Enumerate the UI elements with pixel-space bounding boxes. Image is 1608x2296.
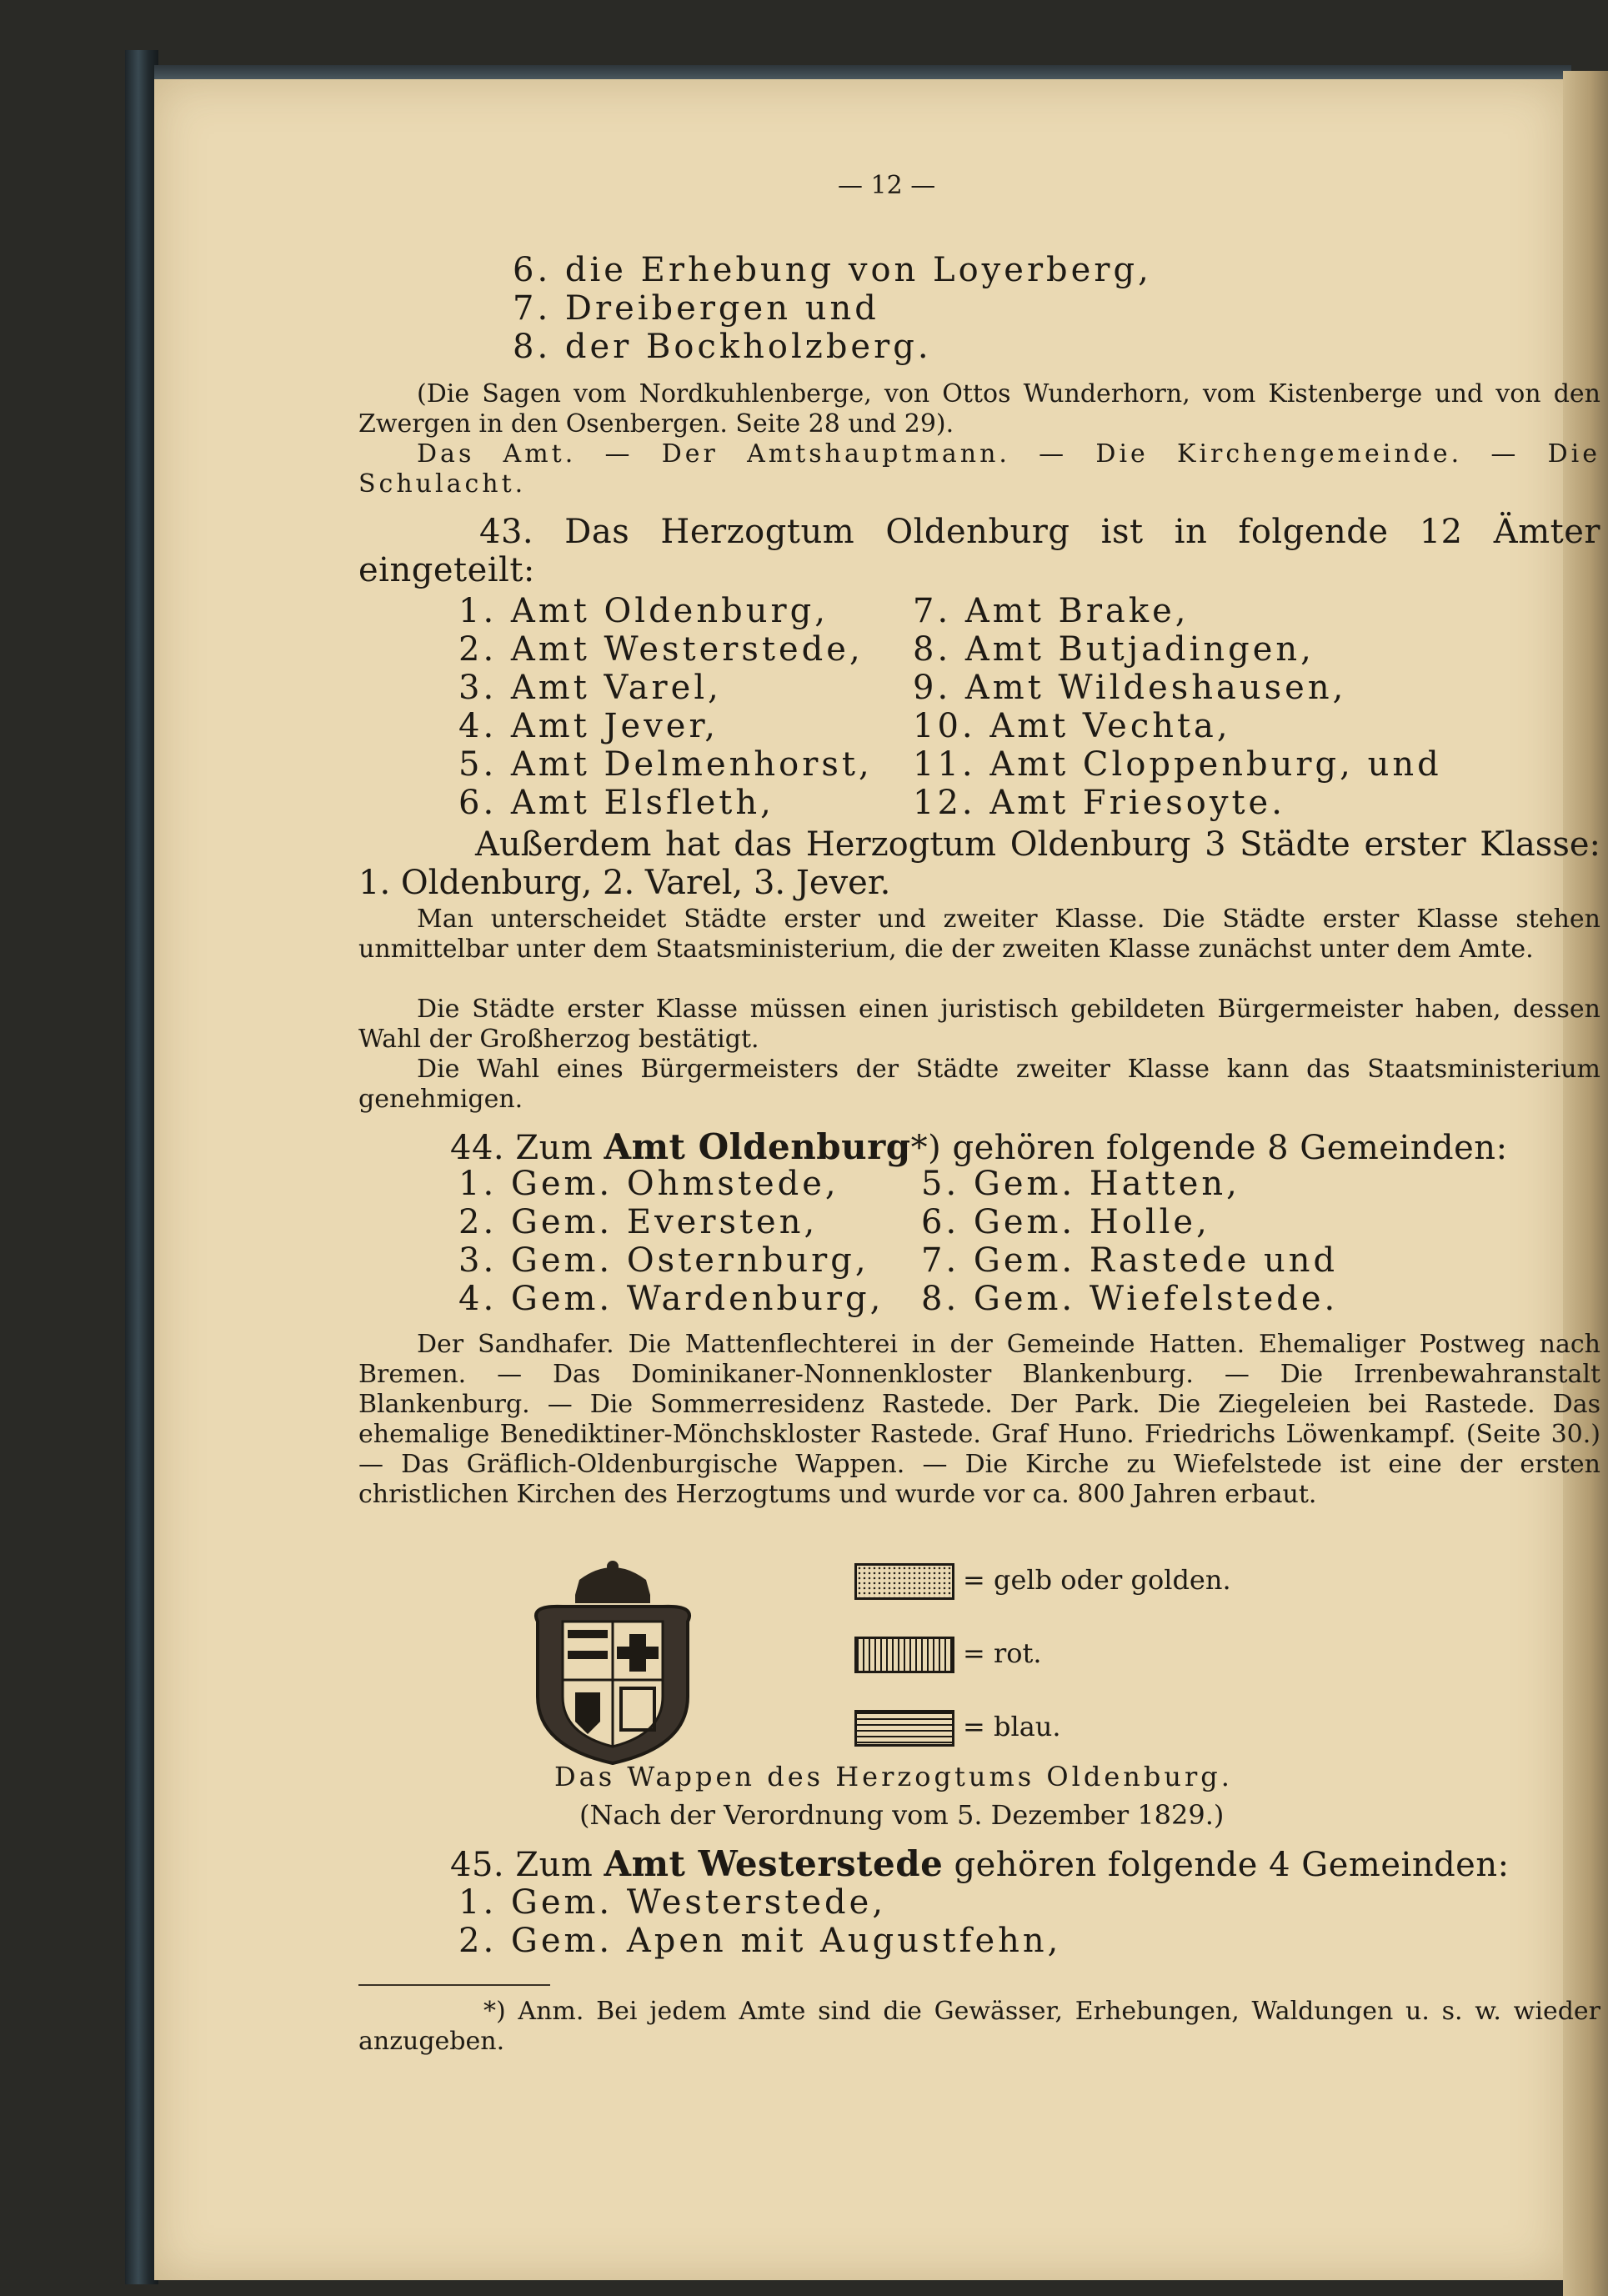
list-item: 1. Gem. Westerstede, [458,1883,887,1922]
aemter-list-left [458,592,873,822]
list-item: 2. Gem. Apen mit Augustfehn, [458,1922,1062,1960]
page-number: — 12 — [838,171,936,200]
note-staedte-2: Die Städte erster Klasse müssen einen juristisch gebildeten Bürgermeister haben, dessen Wahl der Großherzog bestätigt. [358,995,1600,1054]
book-page [154,79,1600,2280]
legend-blue: = blau. [963,1711,1061,1742]
list-item: 8. Amt Butjadingen, [913,630,1315,669]
amt-oldenburg-title: Amt Oldenburg [604,1126,911,1167]
section-43-intro: 43. Das Herzogtum Oldenburg ist in folgende 12 Ämter eingeteilt: [358,513,1600,589]
swatch-gold [854,1563,954,1600]
gemeinden-list-right [921,1165,1338,1318]
coat-of-arms-icon [513,1555,713,1772]
legend-red: = rot. [963,1637,1042,1669]
list-item: 5. Amt Delmenhorst, [458,745,873,784]
list-item: 4. Amt Jever, [458,707,719,745]
section-44-prefix: 44. Zum [450,1129,594,1167]
aemter-list-right [913,592,1442,822]
note-sagen: (Die Sagen vom Nordkuhlenberge, von Ottos Wunderhorn, vom Kistenberge und von den Zwergen in den Osenbergen. Seite 28 und 29). [358,379,1600,439]
list-item: 3. Amt Varel, [458,669,722,707]
amt-westerstede-title: Amt Westerstede [604,1843,944,1884]
list-item: 2. Amt Westerstede, [458,630,864,669]
note-terms: Das Amt. — Der Amtshauptmann. — Die Kirchengemeinde. — Die Schulacht. [358,439,1600,499]
note-staedte-1: Man unterscheidet Städte erster und zweiter Klasse. Die Städte erster Klasse stehen unmittelbar unter dem Staatsministerium, die der zweiten Klasse zunächst unter dem Amte. [358,905,1600,964]
legend-gold: = gelb oder golden. [963,1564,1231,1596]
section-45-prefix: 45. Zum [450,1846,594,1884]
section-44-heading [450,1128,1508,1167]
list-item: 1. Gem. Ohmstede, [458,1165,839,1203]
list-item: 2. Gem. Eversten, [458,1203,819,1241]
list-item: 6. Gem. Holle, [921,1203,1210,1241]
note-staedte-3: Die Wahl eines Bürgermeisters der Städte zweiter Klasse kann das Staatsministerium genehmigen. [358,1055,1600,1114]
footnote: *) Anm. Bei jedem Amte sind die Gewässer, Erhebungen, Waldungen u. s. w. wieder anzugeben. [358,1997,1600,2056]
staedte-erster-klasse: Außerdem hat das Herzogtum Oldenburg 3 Städte erster Klasse: 1. Oldenburg, 2. Varel, 3. Jever. [358,825,1600,902]
list-item: 8. der Bockholzberg. [513,328,932,366]
list-item: 10. Amt Vechta, [913,707,1231,745]
list-item: 7. Dreibergen und [513,289,879,328]
swatch-blue [854,1710,954,1747]
gemeinden-list-left [458,1165,884,1318]
section-45-suffix: gehören folgende 4 Gemeinden: [954,1846,1510,1884]
coat-of-arms-subcaption: (Nach der Verordnung vom 5. Dezember 1829.) [579,1799,1225,1831]
coat-of-arms-caption: Das Wappen des Herzogtums Oldenburg. [554,1761,1233,1792]
list-item: 1. Amt Oldenburg, [458,592,829,630]
list-item: 6. die Erhebung von Loyerberg, [513,251,1152,289]
list-item: 11. Amt Cloppenburg, und [913,745,1442,784]
list-item: 8. Gem. Wiefelstede. [921,1280,1339,1318]
list-item: 6. Amt Elsfleth, [458,784,774,822]
swatch-red [854,1637,954,1673]
list-item: 7. Gem. Rastede und [921,1241,1339,1280]
list-item: 3. Gem. Osternburg, [458,1241,869,1280]
section-45-heading [450,1845,1510,1884]
list-item: 9. Amt Wildeshausen, [913,669,1347,707]
list-item: 12. Amt Friesoyte. [913,784,1285,822]
list-item: 4. Gem. Wardenburg, [458,1280,884,1318]
note-oldenburg: Der Sandhafer. Die Mattenflechterei in der Gemeinde Hatten. Ehemaliger Postweg nach Bremen. — Das Dominikaner-Nonnenkloster Blankenburg. — Die Irrenbewahranstalt Blankenburg. — Die Sommerresidenz Rastede. Der Park. Die Ziegeleien bei Rastede. Das ehemalige Benediktiner-Mönchskloster Rastede. Graf Huno. Friedrichs Löwenkampf. (Seite 30.) — Das Gräflich-Oldenburgische Wappen. — Die Kirche zu Wiefelstede ist eine der ersten christlichen Kirchen des Herzogtums und wurde vor ca. 800 Jahren erbaut. [358,1330,1600,1509]
list-item: 5. Gem. Hatten, [921,1165,1240,1203]
footnote-rule [358,1984,550,1986]
section-44-suffix: *) gehören folgende 8 Gemeinden: [910,1129,1508,1167]
book-binding [125,50,158,2284]
coat-of-arms-image [513,1555,713,1772]
list-item: 7. Amt Brake, [913,592,1190,630]
